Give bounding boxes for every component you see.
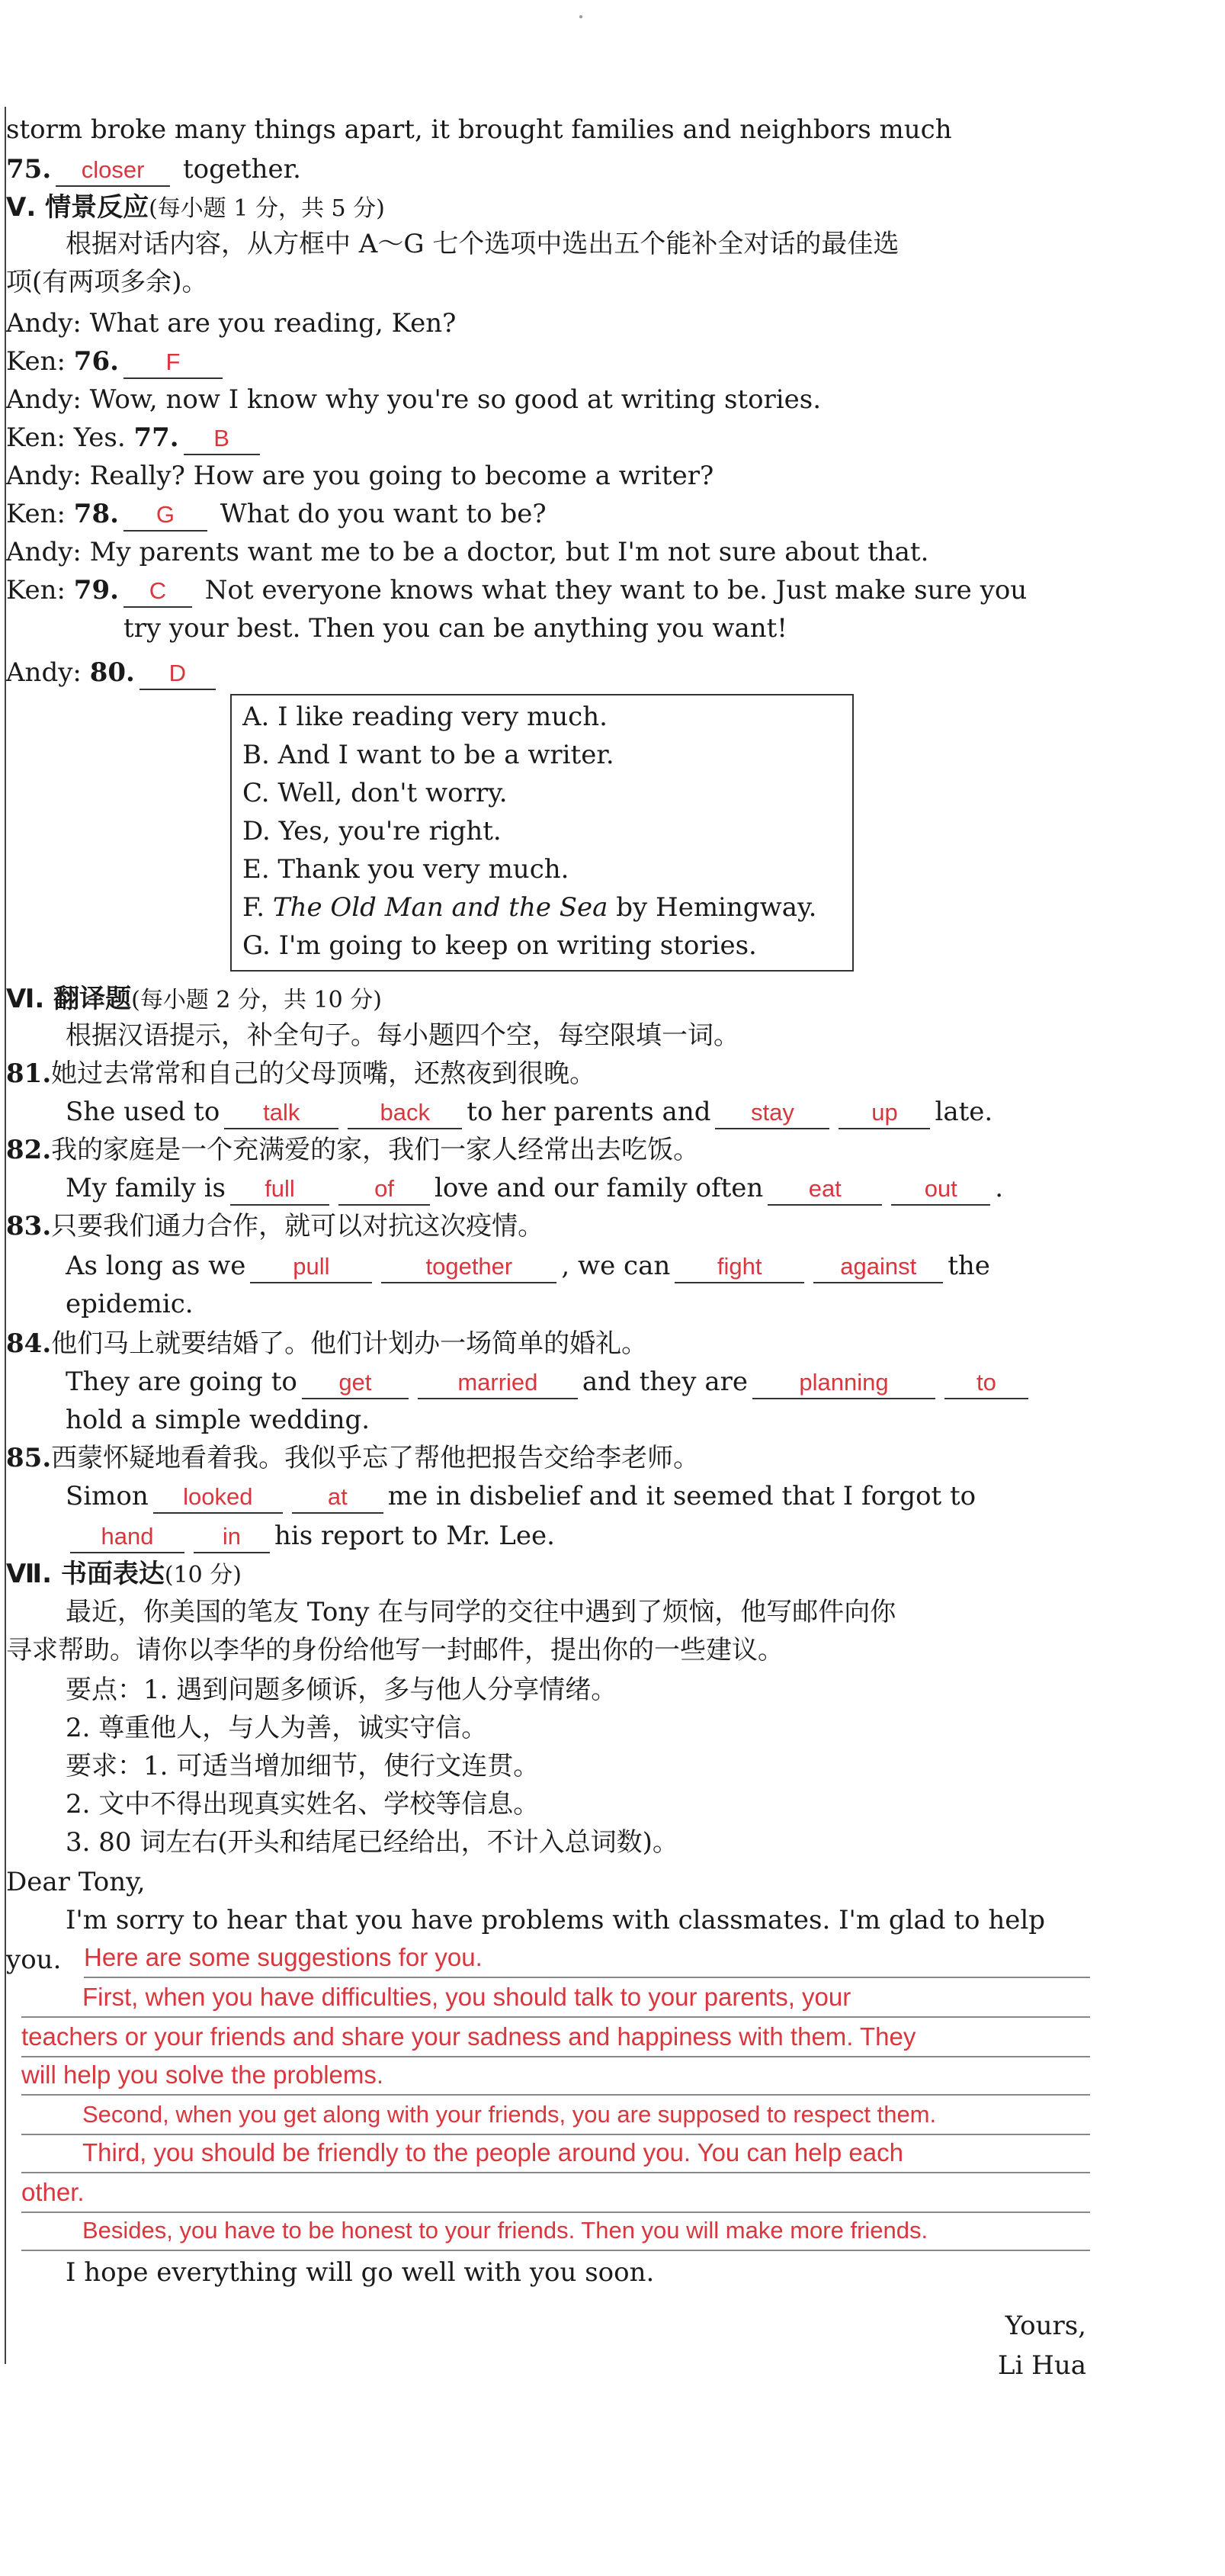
section-note: (每小题 2 分，共 10 分): [131, 987, 382, 1013]
requirements: [66, 1748, 539, 1784]
key-points: [66, 1710, 487, 1746]
dialogue-text: Andy: Wow, now I know why you're so good at writing stories.: [6, 384, 822, 415]
section-title: Ⅶ. 书面表达: [6, 1559, 165, 1589]
chinese-prompt: 他们马上就要结婚了。他们计划办一场简单的婚礼。: [51, 1328, 648, 1359]
speaker: Ken:: [6, 346, 74, 377]
sentence-text: late.: [935, 1097, 993, 1127]
question-83-sentence: [66, 1248, 990, 1284]
requirement: 要求：1. 可适当增加细节，使行文连贯。: [66, 1751, 540, 1781]
sentence-text: Simon: [66, 1481, 149, 1511]
answer-blank[interactable]: in: [194, 1521, 270, 1553]
answer-blank[interactable]: talk: [224, 1097, 338, 1129]
question-number: 80.: [89, 657, 135, 688]
question-text: together.: [182, 154, 301, 185]
letter-text: I hope everything will go well with you soon.: [66, 2257, 655, 2288]
dialogue-line: [6, 381, 821, 418]
instruction-text: 根据对话内容，从方框中 A～G 七个选项中选出五个能补全对话的最佳选: [66, 229, 900, 259]
section-instruction: [66, 1017, 739, 1054]
section-instruction: [6, 264, 208, 300]
question-number: 75.: [6, 154, 52, 185]
answer-blank[interactable]: together: [381, 1251, 556, 1283]
essay-line[interactable]: First, when you have difficulties, you should talk to your parents, your: [21, 1978, 1090, 2018]
essay-line[interactable]: will help you solve the problems.: [21, 2056, 1090, 2096]
section-note: (10 分): [164, 1562, 242, 1588]
sentence-text: the: [948, 1251, 990, 1281]
answer-blank[interactable]: hand: [70, 1521, 184, 1553]
sentence-text: As long as we: [66, 1251, 246, 1281]
sentence-text: , we can: [561, 1251, 671, 1281]
speaker: Ken: Yes.: [6, 422, 134, 453]
dialogue-text: try your best. Then you can be anything you want!: [123, 613, 787, 644]
scan-dot: [579, 15, 582, 18]
question-number: 81.: [6, 1058, 52, 1089]
sentence-text: to her parents and: [467, 1097, 711, 1127]
question-number: 76.: [73, 346, 119, 377]
dialogue-line: [6, 534, 928, 570]
question-82-prompt: [6, 1132, 699, 1168]
answer-blank[interactable]: eat: [768, 1174, 882, 1206]
option-g: G. I'm going to keep on writing stories.: [242, 930, 757, 961]
question-84-sentence: [66, 1363, 1033, 1400]
answer-blank[interactable]: fight: [675, 1251, 804, 1283]
answer-blank[interactable]: back: [348, 1097, 462, 1129]
answer-blank[interactable]: closer: [56, 155, 170, 187]
sentence-text: They are going to: [66, 1367, 297, 1397]
essay-line[interactable]: Second, when you get along with your friends, you are supposed to respect them.: [21, 2096, 1090, 2135]
question-82-sentence: [66, 1170, 1003, 1206]
answer-blank[interactable]: against: [813, 1251, 943, 1283]
question-81-sentence: [66, 1094, 993, 1130]
answer-blank[interactable]: planning: [752, 1367, 935, 1399]
dialogue-line: [6, 305, 456, 342]
signature-name: Li Hua: [997, 2350, 1086, 2381]
dialogue-text: Andy: What are you reading, Ken?: [6, 308, 457, 339]
question-76: [6, 343, 227, 380]
question-84-prompt: [6, 1325, 647, 1362]
question-85-prompt: [6, 1440, 699, 1476]
question-75: [6, 151, 301, 188]
answer-blank[interactable]: B: [184, 423, 260, 455]
answer-blank[interactable]: G: [123, 499, 207, 532]
requirement: 3. 80 词左右(开头和结尾已经给出，不计入总词数)。: [66, 1827, 678, 1858]
sentence-text: and they are: [582, 1367, 748, 1397]
instruction-text: 项(有两项多余)。: [6, 267, 208, 297]
question-85-sentence: [66, 1478, 976, 1514]
passage-line: [6, 111, 952, 148]
chinese-prompt: 我的家庭是一个充满爱的家，我们一家人经常出去吃饭。: [51, 1135, 700, 1165]
dialogue-text: Andy: My parents want me to be a doctor, but I'm not sure about that.: [6, 537, 929, 567]
answer-blank[interactable]: D: [139, 658, 216, 690]
task-description: [6, 1632, 784, 1669]
question-number: 77.: [133, 422, 179, 453]
section-title: Ⅵ. 翻译题: [6, 984, 132, 1014]
task-text: 最近，你美国的笔友 Tony 在与同学的交往中遇到了烦恼，他写邮件向你: [66, 1597, 896, 1627]
passage-text: storm broke many things apart, it brought families and neighbors much: [6, 114, 952, 145]
essay-line[interactable]: Third, you should be friendly to the people around you. You can help each: [21, 2134, 1090, 2173]
greeting-text: Dear Tony,: [6, 1867, 146, 1897]
answer-blank[interactable]: of: [338, 1174, 430, 1206]
key-points: [66, 1672, 617, 1708]
answer-blank[interactable]: F: [123, 347, 223, 379]
question-83-continuation: [66, 1286, 194, 1322]
key-point: 2. 尊重他人，与人为善，诚实守信。: [66, 1713, 488, 1743]
section-5-header: [6, 189, 385, 226]
question-83-prompt: [6, 1208, 544, 1245]
option-f: [242, 889, 816, 926]
option-letter: F.: [242, 892, 273, 923]
speaker: Ken:: [6, 575, 74, 605]
question-85-continuation: [66, 1518, 555, 1554]
key-point: 要点：1. 遇到问题多倾诉，多与他人分享情绪。: [66, 1675, 617, 1705]
answer-blank[interactable]: looked: [153, 1482, 283, 1514]
question-number: 83.: [6, 1211, 52, 1241]
sign-off: Yours,: [1005, 2311, 1086, 2341]
dialogue-text: What do you want to be?: [220, 499, 547, 529]
letter-closing: [66, 2254, 654, 2291]
answer-blank[interactable]: up: [839, 1097, 930, 1129]
sentence-text: epidemic.: [66, 1289, 194, 1319]
essay-line[interactable]: teachers or your friends and share your sadness and happiness with them. They: [21, 2018, 1090, 2057]
question-80: [6, 654, 220, 691]
answer-blank[interactable]: to: [944, 1367, 1028, 1399]
instruction-text: 根据汉语提示，补全句子。每小题四个空，每空限填一词。: [66, 1020, 739, 1051]
task-description: [66, 1594, 896, 1630]
option-d: D. Yes, you're right.: [242, 816, 502, 846]
option-c: C. Well, don't worry.: [242, 778, 508, 808]
answer-blank[interactable]: out: [891, 1174, 990, 1206]
chinese-prompt: 只要我们通力合作，就可以对抗这次疫情。: [51, 1211, 544, 1241]
option-text: by Hemingway.: [608, 892, 817, 923]
sentence-text: love and our family often: [435, 1173, 764, 1203]
question-79: [6, 572, 1027, 609]
answer-blank[interactable]: C: [123, 576, 192, 608]
letter-text: I'm sorry to hear that you have problems with classmates. I'm glad to help: [66, 1905, 1045, 1935]
question-number: 85.: [6, 1443, 52, 1473]
answer-blank[interactable]: married: [418, 1367, 578, 1399]
question-number: 79.: [73, 575, 119, 605]
question-78: [6, 496, 547, 532]
answer-blank[interactable]: full: [230, 1174, 329, 1206]
question-number: 82.: [6, 1135, 52, 1165]
option-e: E. Thank you very much.: [242, 854, 569, 885]
dialogue-text: Andy: Really? How are you going to become a writer?: [6, 461, 714, 491]
question-81-prompt: [6, 1055, 595, 1092]
sentence-text: hold a simple wedding.: [66, 1405, 370, 1435]
requirement: 2. 文中不得出现真实姓名、学校等信息。: [66, 1789, 540, 1820]
section-6-header: [6, 981, 382, 1017]
option-a: A. I like reading very much.: [242, 702, 608, 732]
letter-text: you.: [6, 1945, 62, 1975]
question-77: [6, 419, 265, 456]
dialogue-continuation: [123, 610, 787, 647]
speaker: Ken:: [6, 499, 74, 529]
dialogue-line: [6, 458, 714, 494]
sentence-text: his report to Mr. Lee.: [274, 1521, 555, 1551]
question-84-continuation: [66, 1402, 370, 1438]
sentence-text: me in disbelief and it seemed that I forgot to: [387, 1481, 976, 1511]
letter-opening: [6, 1942, 61, 1978]
section-title: Ⅴ. 情景反应: [6, 192, 149, 223]
sentence-text: She used to: [66, 1097, 220, 1127]
speaker: Andy:: [6, 657, 90, 688]
requirements: [66, 1824, 678, 1861]
section-instruction: [66, 226, 899, 262]
requirements: [66, 1786, 539, 1823]
book-title: The Old Man and the Sea: [272, 892, 608, 923]
section-7-header: [6, 1556, 242, 1592]
essay-line[interactable]: Besides, you have to be honest to your friends. Then you will make more friends.: [21, 2211, 1090, 2251]
task-text: 寻求帮助。请你以李华的身份给他写一封邮件，提出你的一些建议。: [6, 1635, 784, 1665]
answer-blank[interactable]: stay: [715, 1097, 829, 1129]
letter-greeting: [6, 1864, 146, 1900]
question-number: 84.: [6, 1328, 52, 1359]
sentence-text: My family is: [66, 1173, 226, 1203]
dialogue-text: Not everyone knows what they want to be. Just make sure you: [204, 575, 1028, 605]
essay-line[interactable]: other.: [21, 2173, 1090, 2213]
chinese-prompt: 她过去常常和自己的父母顶嘴，还熬夜到很晚。: [51, 1058, 596, 1089]
question-number: 78.: [73, 499, 119, 529]
answer-blank[interactable]: get: [302, 1367, 409, 1399]
letter-opening: [66, 1902, 1045, 1938]
answer-blank[interactable]: pull: [250, 1251, 372, 1283]
sentence-text: .: [995, 1173, 1004, 1203]
options-box: [230, 694, 854, 972]
option-b: B. And I want to be a writer.: [242, 740, 614, 770]
essay-line[interactable]: Here are some suggestions for you.: [84, 1938, 1090, 1978]
section-note: (每小题 1 分，共 5 分): [149, 195, 385, 222]
chinese-prompt: 西蒙怀疑地看着我。我似乎忘了帮他把报告交给李老师。: [51, 1443, 700, 1473]
answer-blank[interactable]: at: [292, 1482, 383, 1514]
